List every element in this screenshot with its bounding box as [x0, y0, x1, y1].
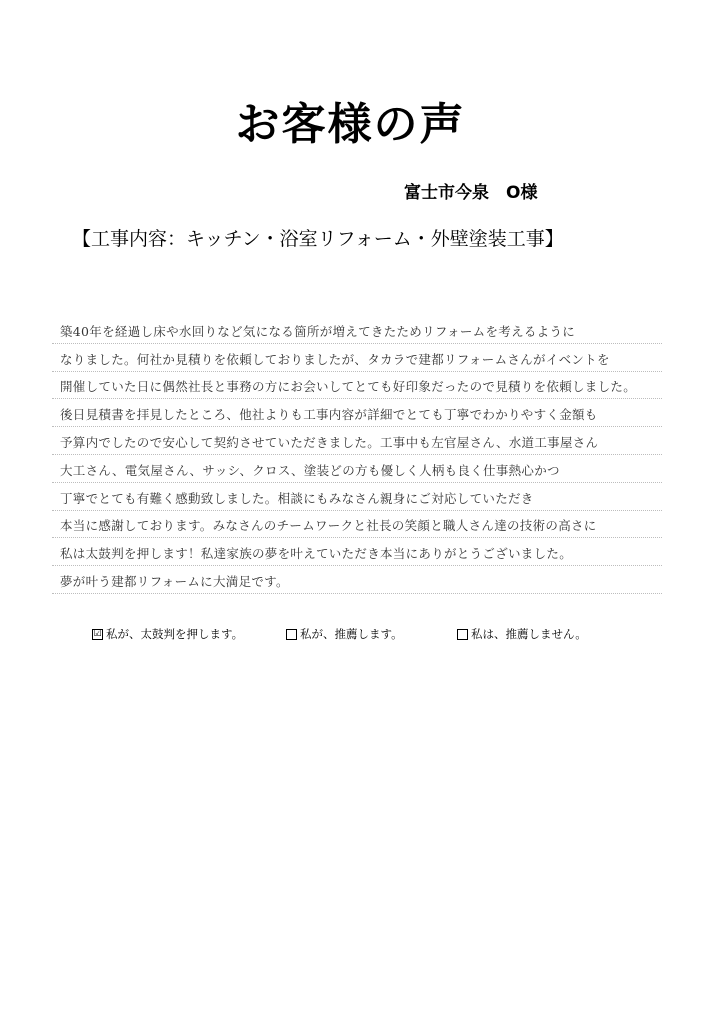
letter-text: 本当に感謝しております。みなさんのチームワークと社長の笑顔と職人さん達の技術の高さに — [60, 518, 597, 534]
check-option-recommend[interactable] — [286, 626, 403, 642]
letter-text: 築40年を経過し床や水回りなど気になる箇所が増えてきたためリフォームを考えるように — [60, 323, 576, 339]
letter-line — [52, 372, 662, 400]
letter-text: なりました。何社か見積りを依頼しておりましたが、タカラで建都リフォームさんがイベントを — [60, 351, 610, 367]
letter-text: 後日見積書を拝見したところ、他社よりも工事内容が詳細でとても丁寧でわかりやすく金額も — [60, 407, 598, 423]
letter-line — [52, 455, 662, 483]
letter-text: 予算内でしたので安心して契約させていただきました。工事中も左官屋さん、水道工事屋さん — [60, 434, 599, 450]
letter-text: 大工さん、電気屋さん、サッシ、クロス、塗装どの方も優しく人柄も良く仕事熱心かつ — [60, 462, 560, 478]
letter-line — [52, 399, 662, 427]
empty-box-icon[interactable] — [286, 629, 297, 640]
check-label: 私が、推薦します。 — [300, 627, 403, 641]
check-option-not-recommend[interactable] — [457, 626, 587, 642]
letter-line — [52, 344, 662, 372]
work-content: 【工事内容：キッチン・浴室リフォーム・外壁塗装工事】 — [72, 228, 564, 250]
page-title: お客様の声 — [235, 99, 466, 150]
letter-text: 丁寧でとても有難く感動致しました。相談にもみなさん親身にご対応していただき — [60, 490, 534, 506]
customer-name: 富士市今泉 O様 — [404, 183, 538, 203]
letter-line — [52, 566, 662, 594]
empty-box-icon[interactable] — [457, 629, 468, 640]
check-label: 私が、太鼓判を押します。 — [106, 627, 244, 641]
letter-line — [52, 483, 662, 511]
letter-text: 私は太鼓判を押します！私達家族の夢を叶えていただき本当にありがとうございました。 — [60, 546, 573, 562]
letter-line — [52, 538, 662, 566]
letter-text: 開催していた日に偶然社長と事務の方にお会いしてとても好印象だったので見積りを依頼しました。 — [60, 379, 637, 395]
check-label: 私は、推薦しません。 — [471, 627, 587, 641]
check-option-strongly-recommend[interactable] — [92, 626, 243, 642]
letter-line — [52, 511, 662, 539]
letter-text: 夢が叶う建都リフォームに大満足です。 — [60, 573, 289, 589]
handwritten-letter — [52, 316, 662, 594]
letter-line — [52, 427, 662, 455]
checked-box-icon[interactable]: ☑ — [93, 628, 102, 639]
letter-line — [52, 316, 662, 344]
